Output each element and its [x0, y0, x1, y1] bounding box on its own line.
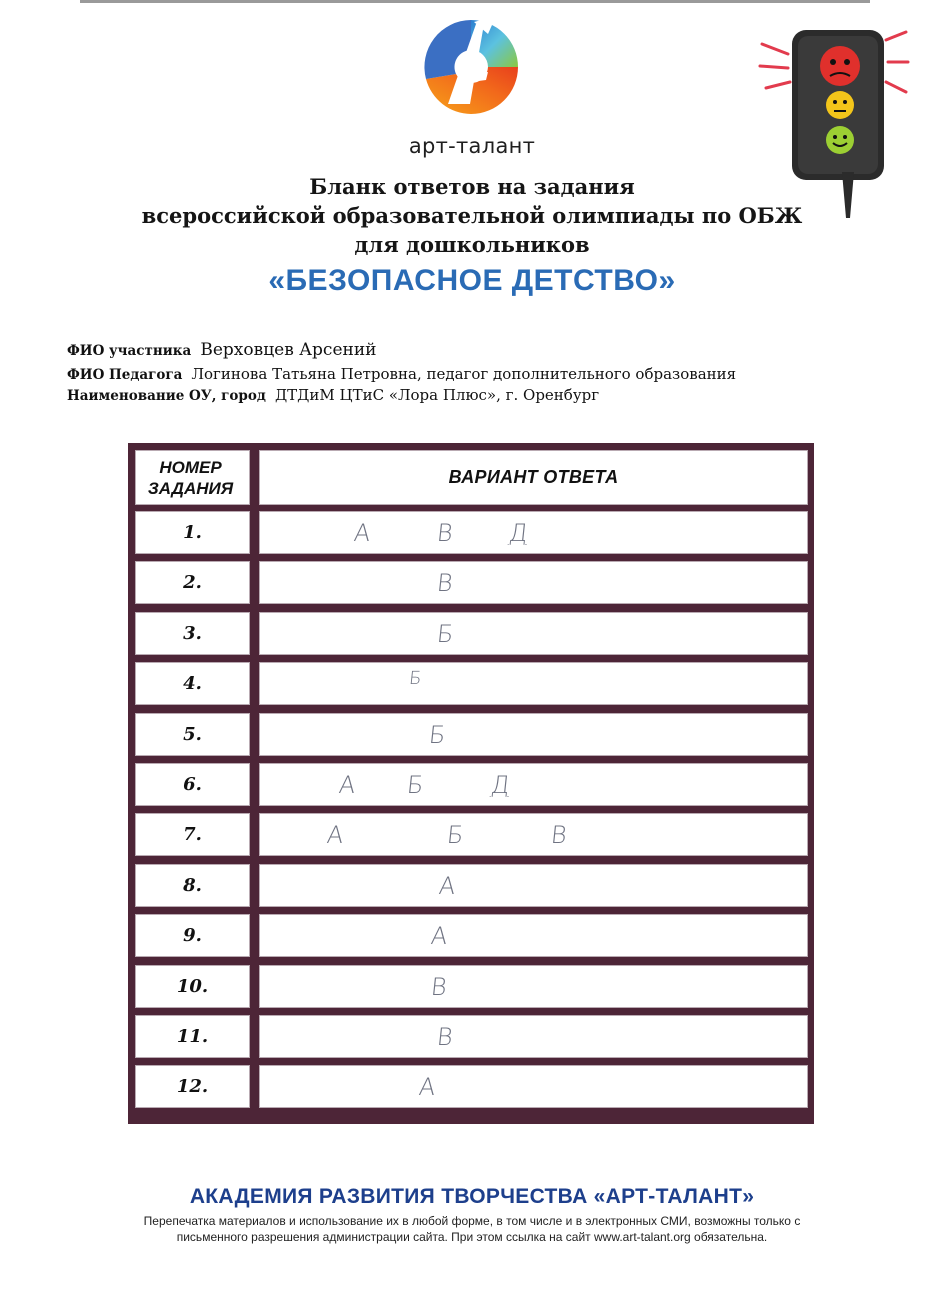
answer-cell[interactable]	[259, 612, 808, 655]
page-top-edge	[80, 0, 870, 3]
teacher-label: ФИО Педагога	[67, 367, 183, 383]
task-number-cell: 10.	[135, 965, 250, 1008]
answer-cell[interactable]	[259, 1065, 808, 1108]
answer-cell[interactable]	[259, 763, 808, 806]
header-answer-label: ВАРИАНТ ОТВЕТА	[448, 467, 619, 487]
task-number-cell: 5.	[135, 713, 250, 756]
task-number-cell: 9.	[135, 914, 250, 957]
answer-cell[interactable]	[259, 965, 808, 1008]
answer-cell[interactable]	[259, 662, 808, 705]
organization-name: ДТДиМ ЦТиС «Лора Плюс», г. Оренбург	[274, 386, 600, 404]
answer-cell[interactable]	[259, 864, 808, 907]
task-number-cell: 1.	[135, 511, 250, 554]
handwritten-answer: Д	[489, 771, 512, 799]
participant-name: Верховцев Арсений	[200, 340, 377, 360]
handwritten-answer: Б	[407, 668, 423, 689]
participant-info	[67, 340, 887, 406]
task-number-cell: 6.	[135, 763, 250, 806]
olympiad-name: «БЕЗОПАСНОЕ ДЕТСТВО»	[268, 264, 676, 297]
header-answer-variant	[259, 450, 808, 505]
handwritten-answer: Б	[445, 821, 465, 849]
info-row-teacher	[67, 364, 887, 385]
header-number-line1: НОМЕР	[159, 457, 222, 477]
handwritten-answer: Б	[427, 721, 447, 749]
task-number-cell: 11.	[135, 1015, 250, 1058]
info-row-organization	[67, 385, 887, 406]
footer-copyright-note	[80, 1213, 864, 1245]
task-number-cell: 4.	[135, 662, 250, 705]
handwritten-answer: В	[429, 973, 449, 1001]
footer-note-line2: письменного разрешения администрации сайта. При этом ссылка на сайт www.art-talant.org обязательна.	[176, 1230, 768, 1244]
art-talant-logo-icon	[418, 14, 524, 120]
handwritten-answer: Д	[507, 519, 530, 547]
logo-brand-text: арт-талант	[408, 134, 536, 158]
handwritten-answer: В	[549, 821, 569, 849]
task-number-cell: 3.	[135, 612, 250, 655]
answer-cell[interactable]	[259, 914, 808, 957]
header-number-line2: ЗАДАНИЯ	[147, 478, 234, 498]
footer-academy-title: АКАДЕМИЯ РАЗВИТИЯ ТВОРЧЕСТВА «АРТ-ТАЛАНТ»	[189, 1185, 755, 1208]
teacher-name: Логинова Татьяна Петровна, педагог дополнительного образования	[191, 365, 737, 383]
answer-cell[interactable]	[259, 561, 808, 604]
task-number-cell: 2.	[135, 561, 250, 604]
handwritten-answer: А	[352, 519, 372, 547]
handwritten-answer: В	[435, 569, 455, 597]
answer-cell[interactable]	[259, 713, 808, 756]
footer-note-line1: Перепечатка материалов и использование их в любой форме, в том числе и в электронных СМИ, возможны только с	[143, 1214, 801, 1228]
answer-cell[interactable]	[259, 1015, 808, 1058]
title-line-1: Бланк ответов на задания	[309, 174, 635, 199]
handwritten-answer: А	[337, 771, 357, 799]
header-task-number	[135, 450, 250, 505]
handwritten-answer: А	[325, 821, 345, 849]
title-line-3: для дошкольников	[354, 232, 590, 257]
info-row-participant	[67, 340, 887, 364]
task-number-cell: 7.	[135, 813, 250, 856]
organization-label: Наименование ОУ, город	[67, 388, 266, 404]
participant-label: ФИО участника	[67, 343, 192, 359]
task-number-cell: 12.	[135, 1065, 250, 1108]
title-line-2: всероссийской образовательной олимпиады по ОБЖ	[141, 203, 803, 228]
task-number-cell: 8.	[135, 864, 250, 907]
answer-cell[interactable]	[259, 511, 808, 554]
form-title-block	[100, 172, 844, 303]
handwritten-answer: Б	[435, 620, 455, 648]
handwritten-answer: В	[435, 1023, 455, 1051]
handwritten-answer: А	[429, 922, 449, 950]
handwritten-answer: А	[437, 872, 457, 900]
answer-cell[interactable]	[259, 813, 808, 856]
handwritten-answer: Б	[405, 771, 425, 799]
handwritten-answer: А	[417, 1073, 437, 1101]
answer-table	[128, 443, 814, 1124]
handwritten-answer: В	[435, 519, 455, 547]
